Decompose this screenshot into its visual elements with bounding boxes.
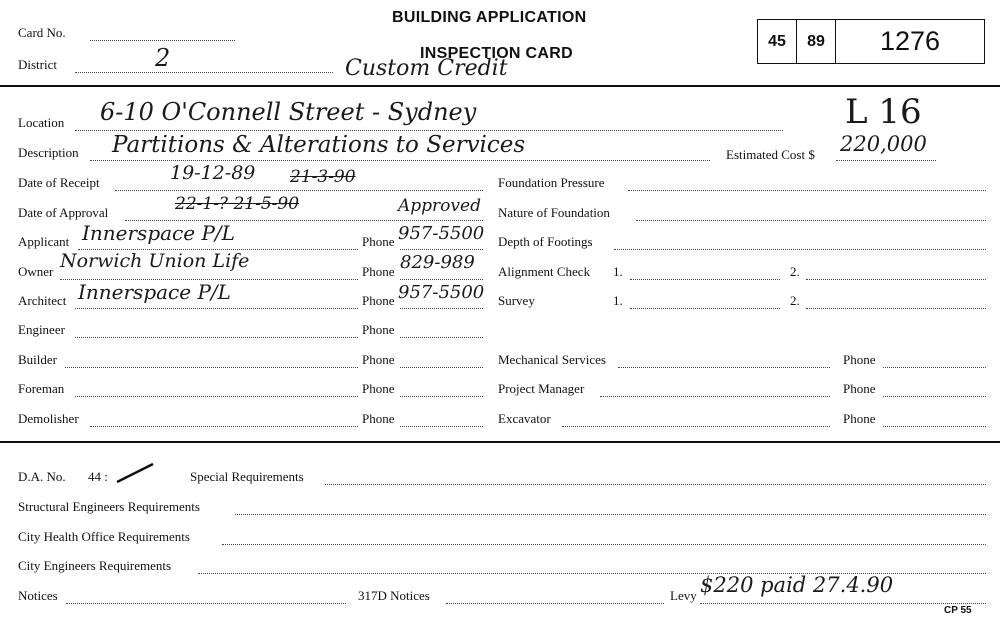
card-no-line: [90, 40, 235, 41]
date-of-receipt-line: [115, 190, 483, 191]
project-manager-label: Project Manager: [498, 381, 585, 396]
demolisher-label: Demolisher: [18, 411, 79, 426]
architect-line: [75, 308, 358, 309]
engineer-label: Engineer: [18, 322, 65, 337]
project-manager-line: [600, 396, 830, 397]
depth-of-footings-label: Depth of Footings: [498, 234, 593, 249]
foundation-pressure-label: Foundation Pressure: [498, 175, 605, 190]
location-line: [75, 130, 783, 131]
owner-phone: 829-989: [400, 252, 475, 273]
district-value: 2: [155, 44, 171, 72]
mechanical-services-line: [618, 367, 830, 368]
project-manager-phone-line: [883, 396, 986, 397]
mechanical-services-label: Mechanical Services: [498, 352, 606, 367]
date-of-approval-label: Date of Approval: [18, 205, 109, 220]
date-of-approval-note: Approved: [398, 196, 481, 216]
date-of-approval-struck: 22-1-? 21-5-90: [175, 194, 300, 214]
alignment-num1: 1.: [613, 264, 623, 279]
builder-phone-label: Phone: [362, 352, 395, 367]
demolisher-phone-line: [400, 426, 483, 427]
survey-num2: 2.: [790, 293, 800, 308]
architect-value: Innerspace P/L: [78, 280, 231, 304]
location-code: L 16: [845, 92, 922, 132]
depth-of-footings-line: [614, 249, 986, 250]
date-of-receipt-value: 19-12-89: [170, 162, 256, 184]
demolisher-phone-label: Phone: [362, 411, 395, 426]
builder-label: Builder: [18, 352, 57, 367]
applicant-phone: 957-5500: [398, 223, 485, 244]
foreman-line: [75, 396, 358, 397]
date-of-receipt-label: Date of Receipt: [18, 175, 100, 190]
applicant-value: Innerspace P/L: [82, 221, 235, 245]
notices-317d-line: [446, 603, 664, 604]
engineer-line: [75, 337, 358, 338]
builder-phone-line: [400, 367, 483, 368]
form-code: CP 55: [944, 605, 972, 616]
structural-requirements-label: Structural Engineers Requirements: [18, 499, 200, 514]
header-rule: [0, 85, 1000, 87]
card-no-label: Card No.: [18, 25, 66, 40]
description-line: [90, 160, 710, 161]
details-rule: [0, 441, 1000, 443]
alignment-line2: [806, 279, 986, 280]
survey-line1: [630, 308, 780, 309]
architect-phone-label: Phone: [362, 293, 395, 308]
levy-value: $220 paid 27.4.90: [700, 573, 894, 597]
architect-phone-line: [400, 308, 483, 309]
box-cell-1: 45: [757, 19, 797, 64]
city-engineers-requirements-label: City Engineers Requirements: [18, 558, 172, 573]
excavator-phone-line: [883, 426, 986, 427]
project-manager-phone-label: Phone: [843, 381, 876, 396]
alignment-num2: 2.: [790, 264, 800, 279]
owner-label: Owner: [18, 264, 54, 279]
structural-requirements-line: [235, 514, 986, 515]
special-requirements-label: Special Requirements: [190, 469, 304, 484]
builder-line: [65, 367, 358, 368]
foreman-label: Foreman: [18, 381, 65, 396]
notices-line: [66, 603, 346, 604]
notices-317d-label: 317D Notices: [358, 588, 430, 603]
survey-num1: 1.: [613, 293, 623, 308]
mechanical-phone-label: Phone: [843, 352, 876, 367]
owner-phone-label: Phone: [362, 264, 395, 279]
health-requirements-line: [222, 544, 986, 545]
health-requirements-label: City Health Office Requirements: [18, 529, 190, 544]
owner-value: Norwich Union Life: [60, 250, 250, 272]
description-label: Description: [18, 145, 79, 160]
applicant-phone-label: Phone: [362, 234, 395, 249]
da-no-slash-mark: [115, 460, 157, 486]
district-line: [75, 72, 333, 73]
survey-line2: [806, 308, 986, 309]
location-value: 6-10 O'Connell Street - Sydney: [100, 98, 477, 126]
architect-label: Architect: [18, 293, 67, 308]
da-no-value: 44 :: [88, 469, 108, 484]
excavator-line: [562, 426, 830, 427]
excavator-phone-label: Phone: [843, 411, 876, 426]
alignment-line1: [630, 279, 780, 280]
alignment-check-label: Alignment Check: [498, 264, 591, 279]
date-of-receipt-struck: 21-3-90: [290, 167, 356, 187]
estimated-cost-value: 220,000: [840, 132, 927, 156]
estimated-cost-label: Estimated Cost $: [726, 147, 815, 162]
excavator-label: Excavator: [498, 411, 551, 426]
engineer-phone-label: Phone: [362, 322, 395, 337]
engineer-phone-line: [400, 337, 483, 338]
estimated-cost-line: [836, 160, 936, 161]
nature-of-foundation-line: [636, 220, 986, 221]
owner-phone-line: [400, 279, 483, 280]
description-value: Partitions & Alterations to Services: [112, 132, 526, 158]
mechanical-phone-line: [883, 367, 986, 368]
architect-phone: 957-5500: [398, 282, 485, 303]
da-no-label: D.A. No.: [18, 469, 66, 484]
title-line1: BUILDING APPLICATION: [392, 9, 587, 26]
foundation-pressure-line: [628, 190, 986, 191]
title-line2: INSPECTION CARD: [420, 45, 573, 62]
district-label: District: [18, 57, 57, 72]
foreman-phone-label: Phone: [362, 381, 395, 396]
location-label: Location: [18, 115, 65, 130]
levy-line: [700, 603, 986, 604]
applicant-phone-line: [400, 249, 483, 250]
demolisher-line: [90, 426, 358, 427]
applicant-label: Applicant: [18, 234, 70, 249]
foreman-phone-line: [400, 396, 483, 397]
box-cell-2: 89: [796, 19, 836, 64]
special-requirements-line: [325, 484, 986, 485]
nature-of-foundation-label: Nature of Foundation: [498, 205, 610, 220]
box-cell-3: 1276: [835, 19, 985, 64]
survey-label: Survey: [498, 293, 535, 308]
customer-note: Custom Credit: [345, 56, 508, 81]
notices-label: Notices: [18, 588, 58, 603]
levy-label: Levy: [670, 588, 697, 603]
